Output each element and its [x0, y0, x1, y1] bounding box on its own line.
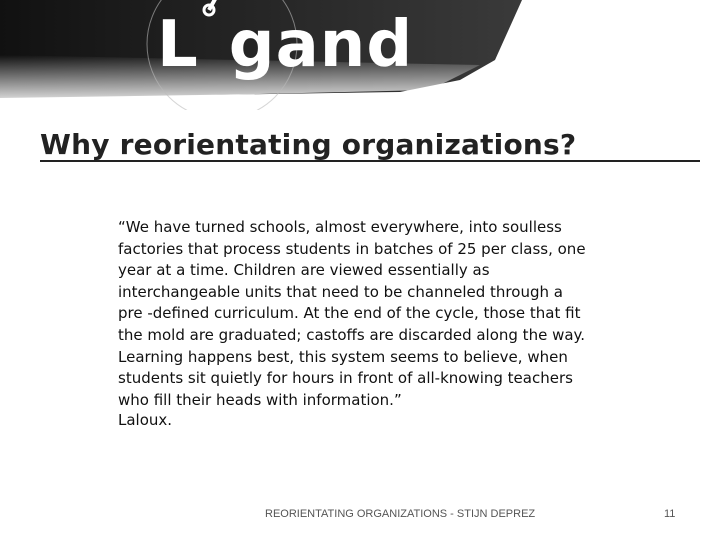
quote-text: “We have turned schools, almost everywhere, into soulless factories that process students in batches of 25 per class, one year at a time. Children are viewed essentially as interchangeable units that need to be channeled through a pre -defined curriculum. At the end of the cycle, those that fit the mold are graduated; castoffs are discarded along the way. Learning happens best, this system seems to believe, when students sit quietly for hours in front of all-knowing teachers who fill their heads with information.” [118, 218, 586, 409]
page-number: 11 [664, 508, 676, 520]
footer-text: REORIENTATING ORGANIZATIONS - STIJN DEPREZ [265, 508, 536, 520]
logo [157, 6, 414, 82]
quote-author: Laloux. [118, 411, 173, 429]
title-underline [40, 160, 700, 162]
logo-letter-l: L [157, 8, 199, 82]
logo-letters-gand: gand [228, 8, 414, 82]
quote-block [118, 217, 588, 411]
molecule-icon [199, 6, 229, 66]
header-banner [0, 0, 720, 110]
slide-title: Why reorientating organizations? [40, 128, 577, 161]
